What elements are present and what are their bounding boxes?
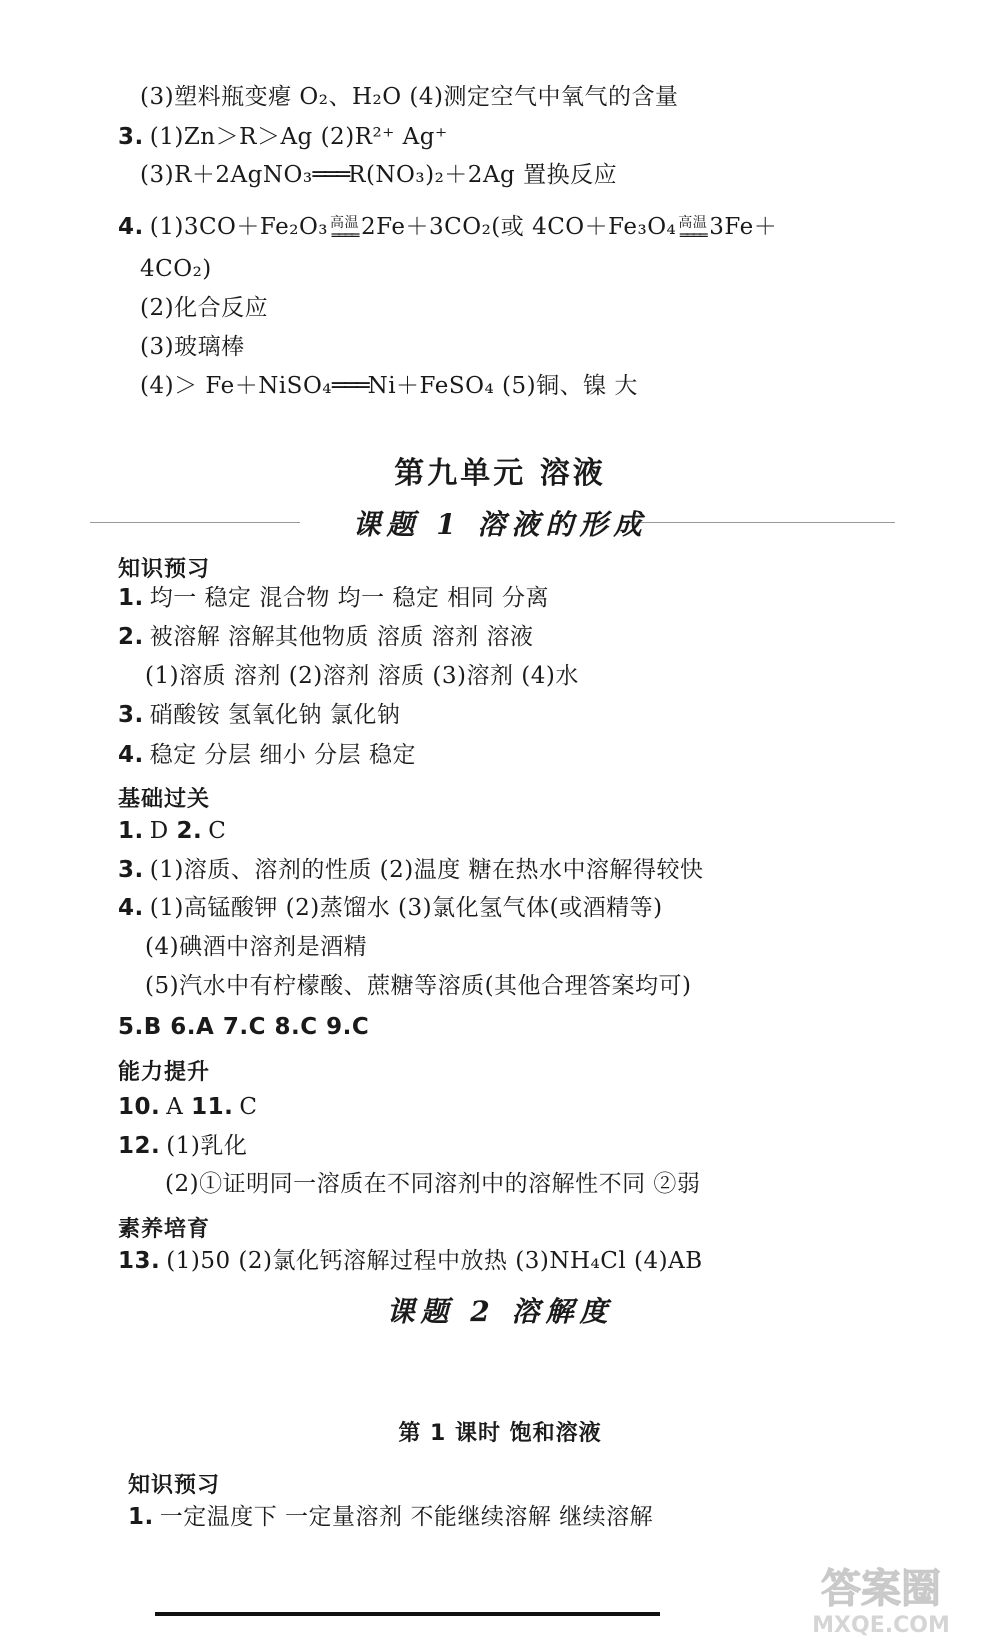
equation-left: (4)＞ Fe＋NiSO₄: [140, 373, 333, 399]
answer-line: (2)化合反应: [140, 295, 269, 321]
answer-line: [140, 160, 617, 190]
svg-text:MXQE.COM: MXQE.COM: [812, 1613, 950, 1638]
answer-line: 13. (1)50 (2)氯化钙溶解过程中放热 (3)NH₄Cl (4)AB: [118, 1248, 703, 1274]
equation-middle: 2Fe＋3CO₂(或 4CO＋Fe₃O₄: [361, 214, 677, 240]
answer-line: (3)塑料瓶变瘪 O₂、H₂O (4)测定空气中氧气的含量: [140, 84, 679, 110]
answer-line: [118, 122, 448, 152]
answer-line: (4)碘酒中溶剂是酒精: [145, 934, 368, 960]
answer-line: (5)汽水中有柠檬酸、蔗糖等溶质(其他合理答案均可): [145, 973, 692, 999]
answer-line: 12. (1)乳化: [118, 1133, 248, 1159]
section-heading: 基础过关: [118, 787, 211, 812]
answer-line: 5.B 6.A 7.C 8.C 9.C: [118, 1014, 370, 1040]
section-heading: 素养培育: [118, 1217, 211, 1242]
answer-line: 10. A 11. C: [118, 1094, 258, 1120]
answer-line: 3. 硝酸铵 氢氧化钠 氯化钠: [118, 702, 401, 728]
equals-sign: ═══: [332, 373, 368, 399]
answer-line: 3. (1)溶质、溶剂的性质 (2)温度 糖在热水中溶解得较快: [118, 857, 704, 883]
lesson-title: 课题 2 溶解度: [386, 1295, 614, 1328]
equation-left: (1)3CO＋Fe₂O₃: [149, 214, 329, 240]
svg-text:答案圈: 答案圈: [821, 1566, 941, 1612]
question-number: 4.: [118, 214, 144, 240]
answer-line: 1. D 2. C: [118, 818, 227, 844]
answer-line: (1)溶质 溶剂 (2)溶剂 溶质 (3)溶剂 (4)水: [145, 663, 579, 689]
answer-line: 4CO₂): [140, 256, 212, 282]
period-title: 第 1 课时 饱和溶液: [398, 1421, 602, 1446]
answer-line: [118, 212, 777, 242]
equation-right: Ni＋FeSO₄ (5)铜、镍 大: [367, 373, 638, 399]
unit-title: 第九单元 溶液: [394, 456, 606, 491]
equation-right: 3Fe＋: [709, 214, 778, 240]
reaction-condition: 高温 ════: [678, 215, 708, 244]
equation-left: (3)R＋2AgNO₃: [140, 162, 313, 188]
answer-line: 2. 被溶解 溶解其他物质 溶质 溶剂 溶液: [118, 624, 534, 650]
equation-right: R(NO₃)₂＋2Ag 置换反应: [348, 162, 618, 188]
equals-sign: ═══: [312, 162, 349, 188]
section-heading: 能力提升: [118, 1060, 211, 1085]
answer-text: (1)Zn＞R＞Ag (2)R²⁺ Ag⁺: [149, 124, 448, 150]
section-heading: 知识预习: [128, 1473, 221, 1498]
answer-line: 1. 一定温度下 一定量溶剂 不能继续溶解 继续溶解: [128, 1504, 654, 1530]
answer-line: (2)①证明同一溶质在不同溶剂中的溶解性不同 ②弱: [165, 1171, 701, 1197]
question-number: 3.: [118, 124, 144, 150]
answer-line: 4. (1)高锰酸钾 (2)蒸馏水 (3)氯化氢气体(或酒精等): [118, 895, 663, 921]
answer-line: 4. 稳定 分层 细小 分层 稳定: [118, 742, 416, 768]
answer-line: (3)玻璃棒: [140, 334, 245, 360]
bottom-rule: [155, 1612, 660, 1616]
watermark-logo: [786, 1560, 976, 1640]
section-heading: 知识预习: [118, 557, 211, 582]
reaction-condition: 高温 ════: [330, 215, 360, 244]
answer-line: 1. 均一 稳定 混合物 均一 稳定 相同 分离: [118, 585, 550, 611]
lesson-title: 课题 1 溶液的形成: [352, 508, 648, 541]
answer-line: [140, 371, 638, 401]
